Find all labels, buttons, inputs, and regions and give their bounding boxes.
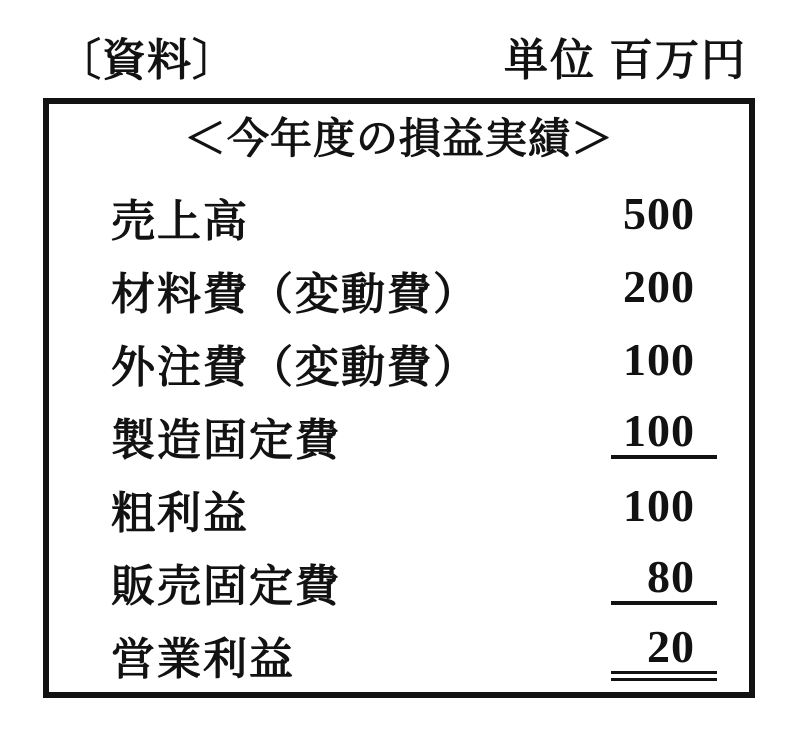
table-row-selling-fixed-cost xyxy=(49,545,749,618)
table-row-sales xyxy=(49,180,749,253)
row-label: 外注費（変動費） xyxy=(111,342,479,392)
row-label: 材料費（変動費） xyxy=(111,269,479,319)
row-label: 営業利益 xyxy=(111,634,295,684)
row-label: 販売固定費 xyxy=(111,561,341,611)
table-row-outsourcing-cost xyxy=(49,326,749,399)
table-title: ＜今年度の損益実績＞ xyxy=(183,117,614,163)
row-value: 100 xyxy=(623,334,695,385)
table-row-manufacturing-fixed-cost xyxy=(49,399,749,472)
income-statement-table xyxy=(43,98,755,698)
row-label: 粗利益 xyxy=(111,488,249,538)
document-header xyxy=(57,34,747,88)
table-row-material-cost xyxy=(49,253,749,326)
row-label: 売上高 xyxy=(111,196,249,246)
table-row-gross-profit xyxy=(49,472,749,545)
table-row-operating-profit xyxy=(49,618,749,691)
unit-label: 単位 百万円 xyxy=(504,36,747,85)
source-tag-label: 〔資料〕 xyxy=(57,36,237,85)
row-value: 200 xyxy=(623,261,695,312)
row-value-underlined: 80 xyxy=(611,558,717,605)
table-rows xyxy=(49,180,749,691)
row-value: 500 xyxy=(623,188,695,239)
row-label: 製造固定費 xyxy=(111,415,341,465)
row-value: 100 xyxy=(623,480,695,531)
row-value-underlined: 100 xyxy=(611,412,717,459)
row-value-double-underlined: 20 xyxy=(611,628,717,681)
